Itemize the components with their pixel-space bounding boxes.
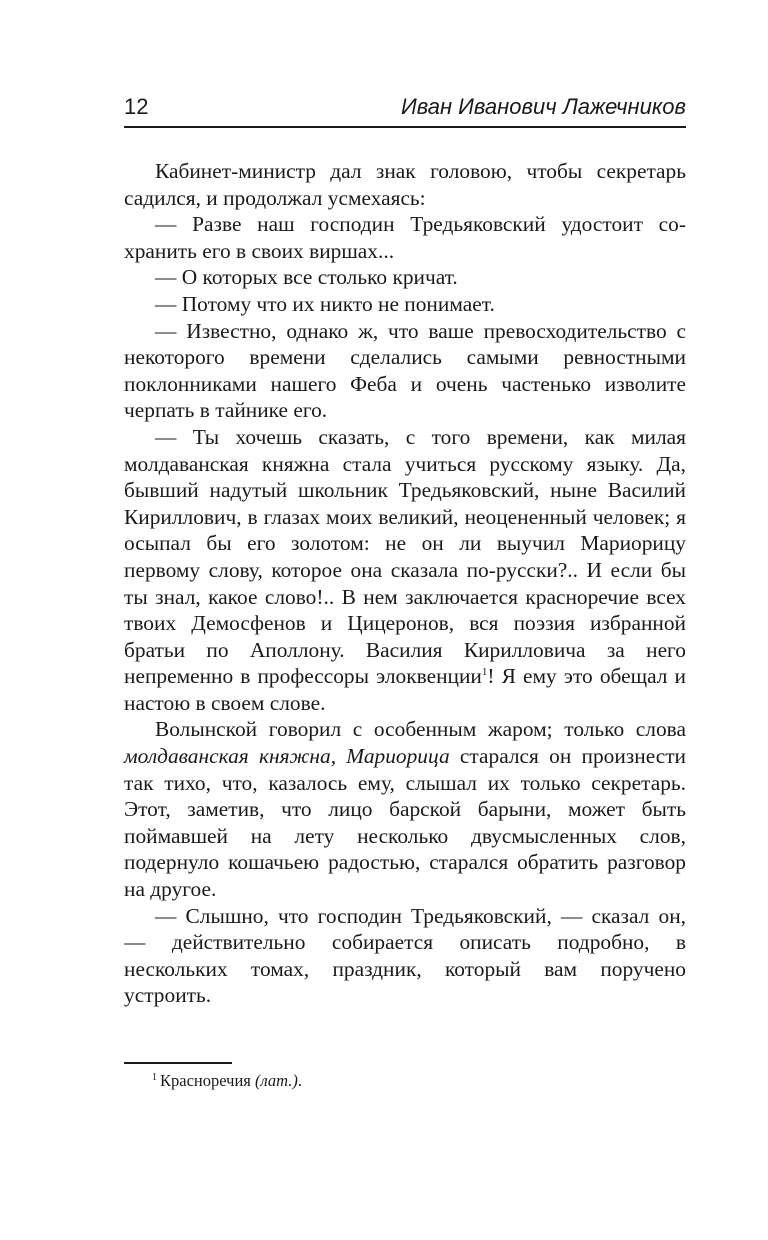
paragraph-text: Волынской говорил с особенным жаром; только слова [155, 717, 686, 742]
italic-phrase: молдаванская княжна, Мариорица [124, 744, 450, 769]
paragraph-text: — Ты хочешь сказать, с того времени, как милая молдаванская княжна стала учиться русскому языку. Да, бывший надутый школьник Тредьяковский, ныне Василий Кириллович, в глазах моих великий, неоцененный человек; я осыпал бы его золотом: не он ли выучил Мариорицу первому слову, которое она сказала по-русски?.. И если бы ты знал, какое слово!.. В нем заключается красноречие всех твоих Демосфенов и Цицеронов, вся поэзия избранной братьи по Аполлону. Василия Кирилловича за него непременно в профессоры элоквенции [124, 424, 686, 689]
paragraph-text: ! Я ему это обещал и настою в своем слове. [124, 664, 686, 715]
paragraph: — Потому что их никто не понимает. [155, 291, 495, 316]
paragraph-text: старался он произнести так тихо, что, казалось ему, слышал их только секретарь. Этот, заметив, что лицо барской барыни, может быть поймавшей на лету несколько двусмысленных слов, подернуло кошачьею радостью, старался обратить разговор на другое. [124, 744, 687, 902]
running-title: Иван Иванович Лажечников [400, 94, 686, 119]
paragraph: — Известно, однако ж, что ваше превосходительство с некоторого времени сделались самыми ревностными поклонниками нашего Феба и очень частенько изволите черпать в тайнике его. [124, 318, 686, 423]
main-text [124, 158, 686, 1009]
footnote-end: . [297, 1071, 303, 1090]
page-number: 12 [124, 94, 149, 119]
paragraph [124, 716, 686, 902]
footnote [152, 1070, 302, 1092]
paragraph: — Слышно, что господин Тредьяковский, — сказал он, — действительно собирается описать подробно, в нескольких томах, праздник, который вам поручено устроить. [124, 903, 686, 1008]
footnote-note: (лат.) [255, 1071, 298, 1090]
running-header [124, 92, 686, 128]
footnote-marker: 1 [152, 1071, 157, 1083]
paragraph: — О которых все столько кричат. [155, 265, 458, 290]
paragraph [124, 424, 686, 717]
footnote-reference: 1 [481, 666, 488, 679]
footnote-text: Красноречия [160, 1071, 255, 1090]
paragraph: Кабинет-министр дал знак головою, чтобы секретарь садился, и продолжал усмехаясь: [124, 159, 686, 210]
paragraph: — Разве наш господин Тредьяковский удостоит сохранить его в своих виршах... [124, 212, 686, 263]
footnote-divider [124, 1062, 232, 1064]
